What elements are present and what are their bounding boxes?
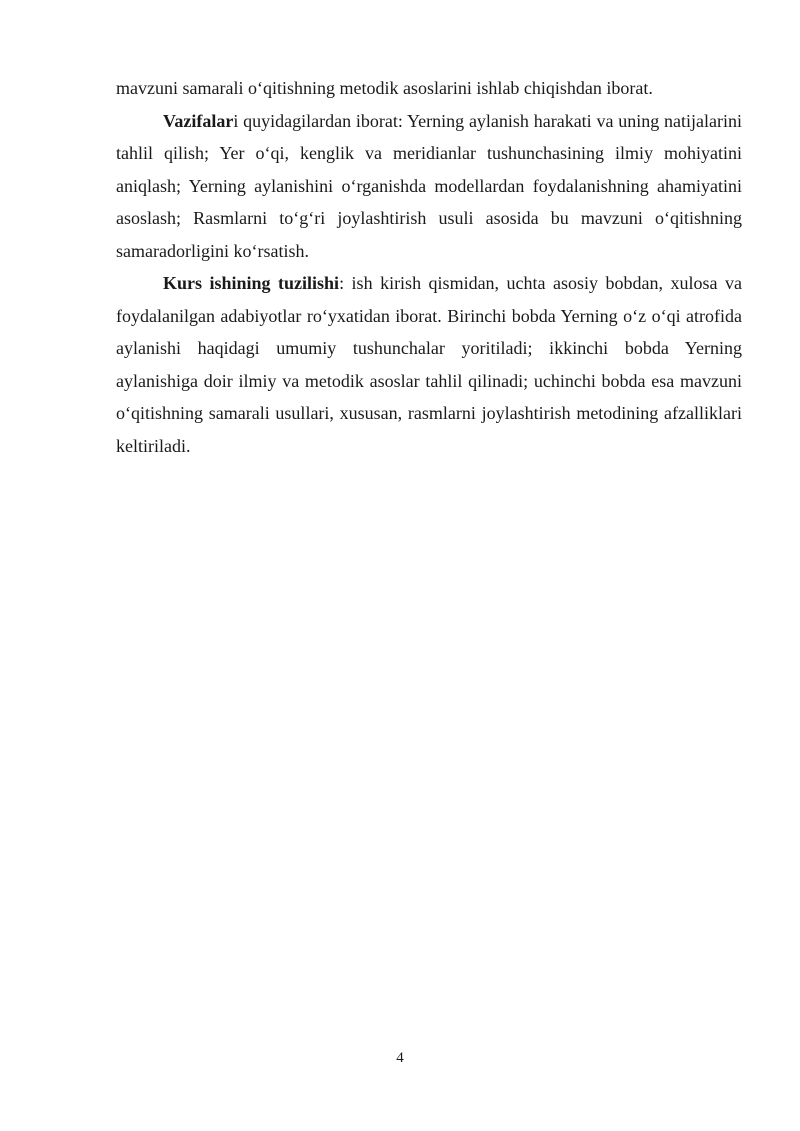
document-body	[116, 72, 742, 462]
paragraph-heading-bold: Kurs ishining tuzilishi	[163, 273, 340, 293]
paragraph-tasks	[116, 105, 742, 268]
paragraph-text: : ish kirish qismidan, uchta asosiy bobdan, xulosa va foydalanilgan adabiyotlar ro‘yxatidan iborat. Birinchi bobda Yerning o‘z o‘qi atrofida aylanishi haqidagi umumiy tushunchalar yoritiladi; ikkinchi bobda Yerning aylanishiga doir ilmiy va metodik asoslar tahlil qilinadi; uchinchi bobda esa mavzuni o‘qitishning samarali usullari, xususan, rasmlarni joylashtirish metodining afzalliklari keltiriladi.	[116, 273, 742, 456]
paragraph-text: i quyidagilardan iborat: Yerning aylanish harakati va uning natijalarini tahlil qilish; Yer o‘qi, kenglik va meridianlar tushunchasining ilmiy mohiyatini aniqlash; Yerning aylanishini o‘rganishda modellardan foydalanishning ahamiyatini asoslash; Rasmlarni to‘g‘ri joylashtirish usuli asosida bu mavzuni o‘qitishning samaradorligini ko‘rsatish.	[116, 110, 742, 261]
page-number: 4	[396, 1050, 404, 1066]
paragraph-structure	[116, 267, 742, 462]
paragraph-heading-bold: Vazifalar	[163, 110, 234, 131]
paragraph-goal-continuation	[116, 72, 742, 105]
paragraph-text: mavzuni samarali o‘qitishning metodik asoslarini ishlab chiqishdan iborat.	[116, 78, 653, 98]
